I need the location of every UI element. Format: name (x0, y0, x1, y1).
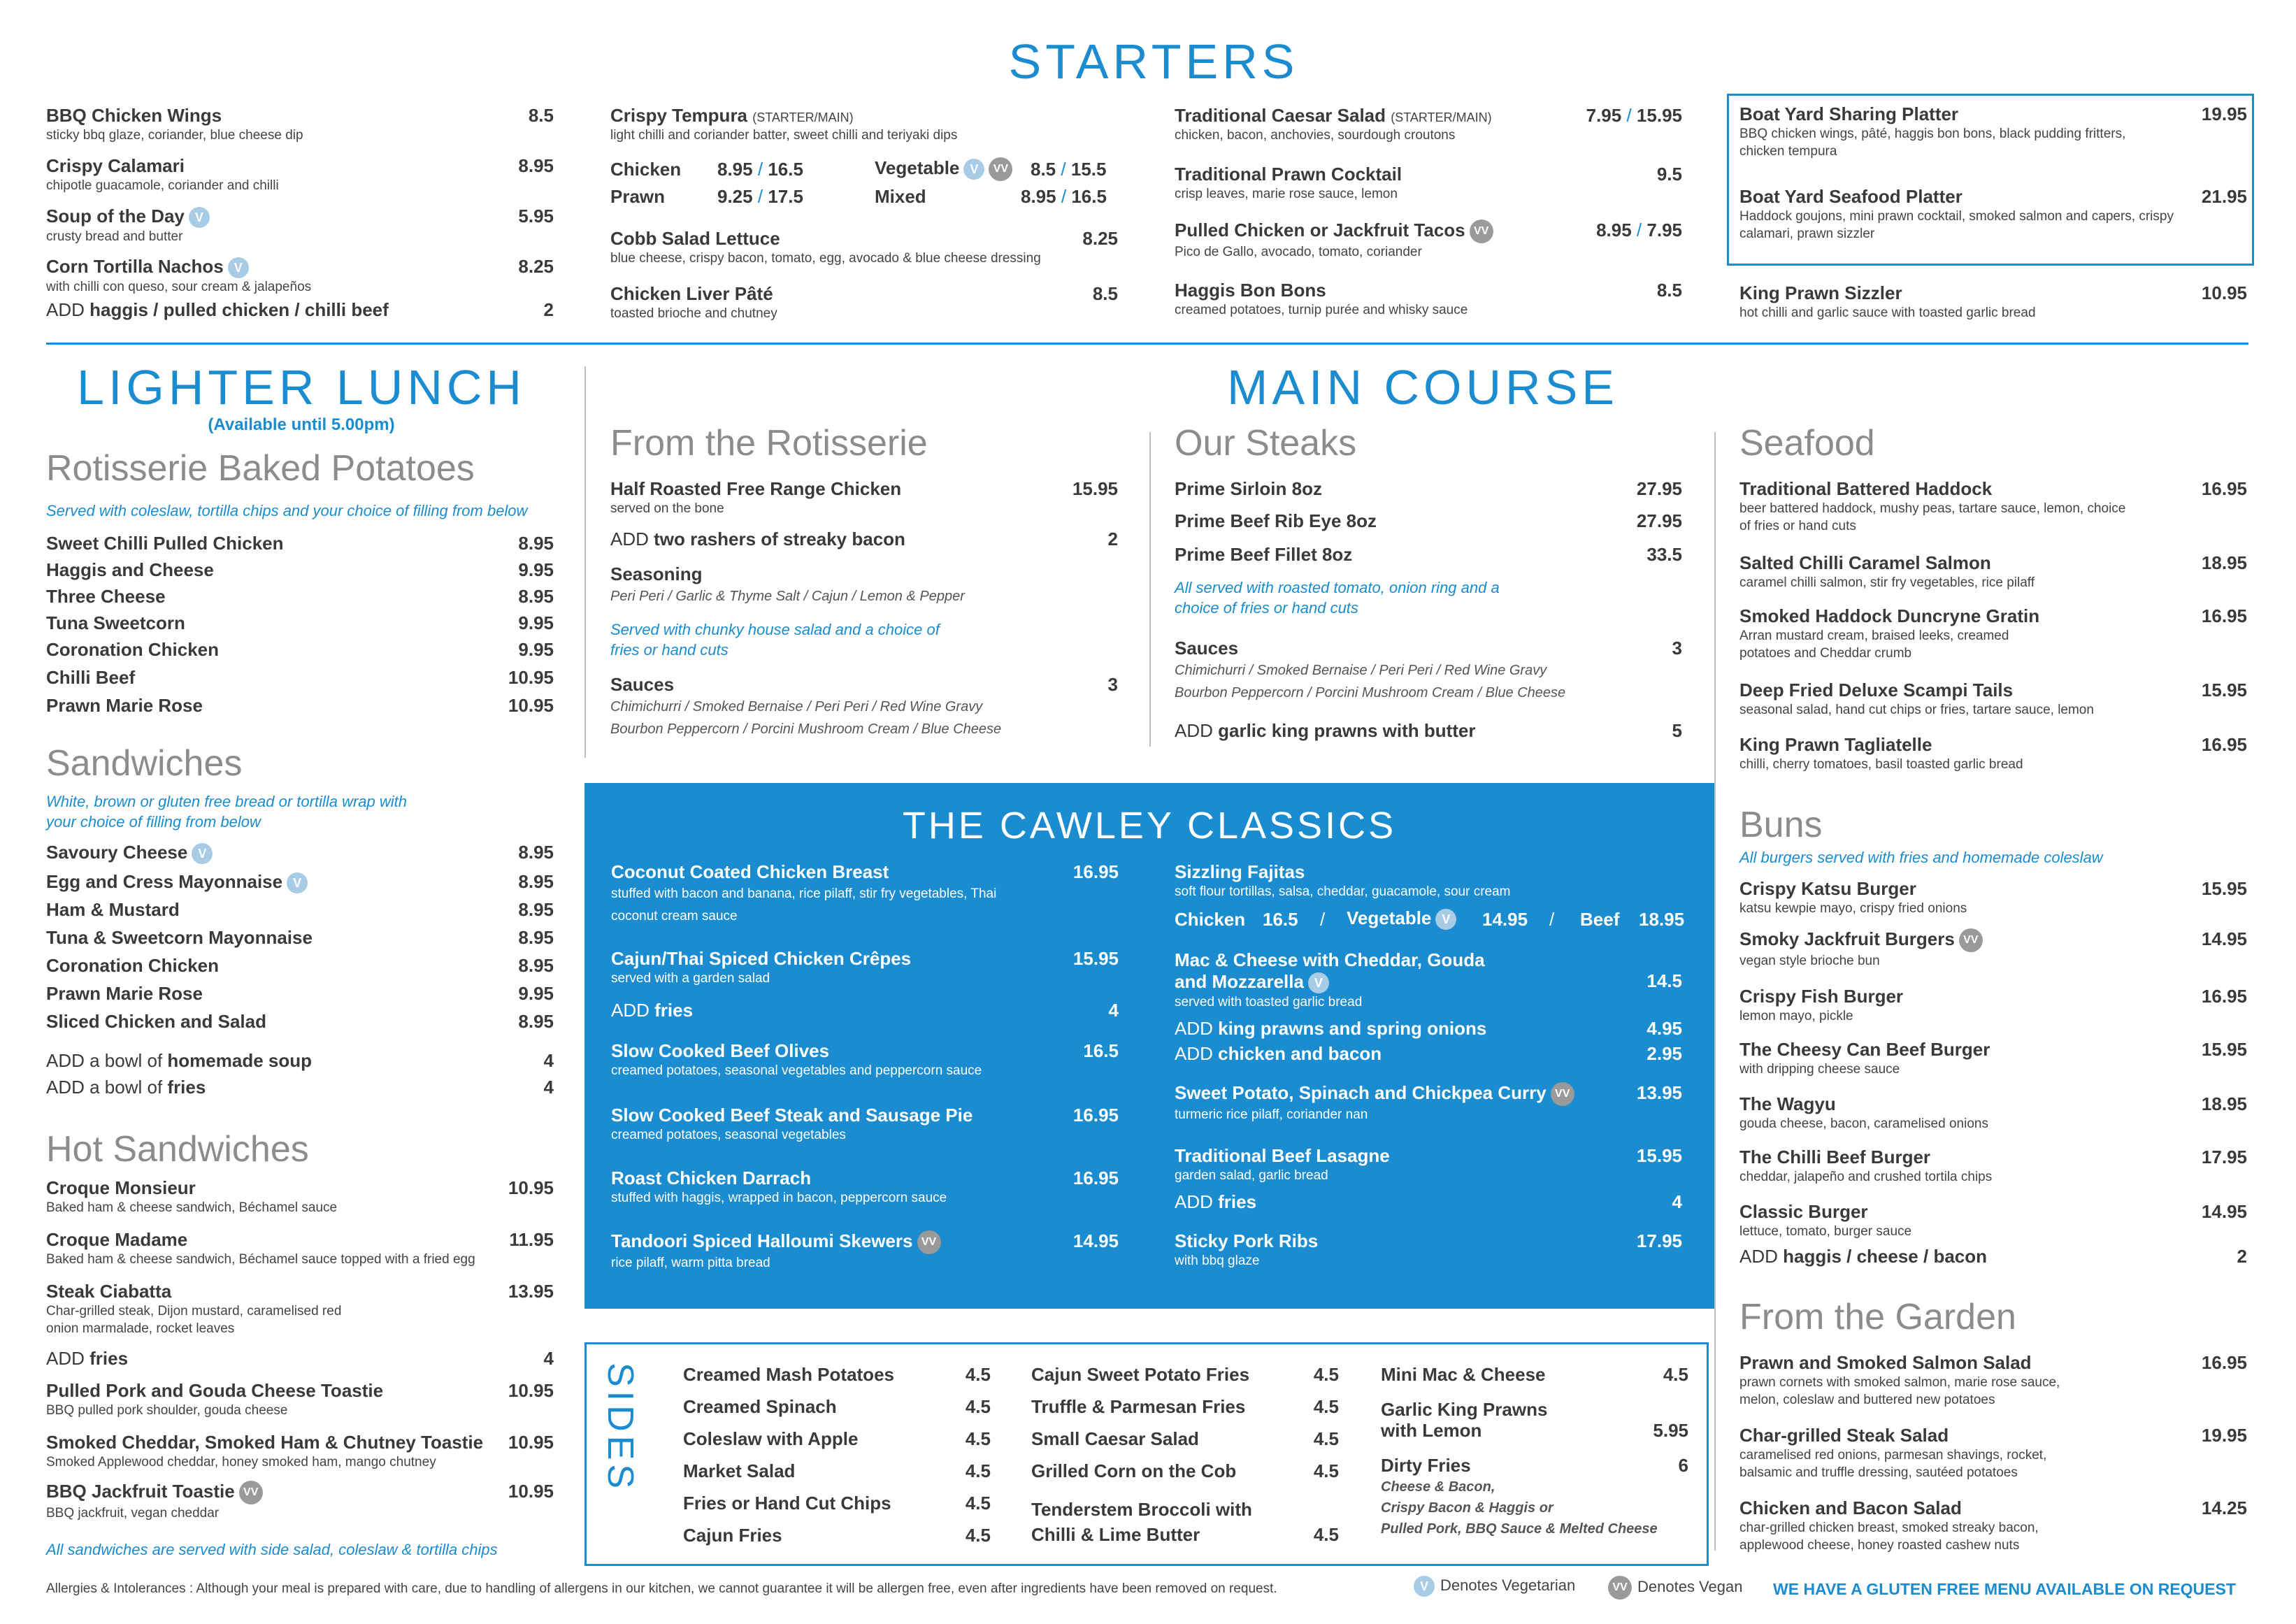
menu-item (46, 155, 554, 194)
list-item: Savoury Cheese V 8.95 (46, 842, 554, 864)
add-on: ADD fries 4 (611, 1000, 1119, 1021)
menu-item: Sizzling Fajitas soft flour tortillas, salsa, cheddar, guacamole, sour cream (1175, 861, 1511, 899)
menu-item: Char-grilled Steak Salad 19.95 caramelised red onions, parmesan shavings, rocket, balsamic and truffle dressing, sautéed potatoes (1739, 1425, 2247, 1480)
vegan-legend: VV Denotes Vegan (1608, 1576, 1742, 1600)
tempura-vegetable: Vegetable V VV (875, 157, 1012, 181)
tempura-mixed: Mixed (875, 186, 926, 207)
column-divider (1149, 432, 1151, 747)
vegan-icon: VV (1959, 928, 1983, 952)
menu-item: Crispy Tempura (STARTER/MAIN) light chilli and coriander batter, sweet chilli and teriyaki dips (610, 105, 958, 143)
starters-title: STARTERS (1008, 34, 1299, 89)
add-on: ADD king prawns and spring onions 4.95 (1175, 1018, 1682, 1039)
add-on: ADD haggis / cheese / bacon 2 (1739, 1246, 2247, 1267)
list-item: Tuna Sweetcorn 9.95 (46, 612, 554, 633)
section-note: Served with chunky house salad and a choice of fries or hand cuts (610, 621, 940, 659)
side-item: Cajun Fries 4.5 (683, 1525, 991, 1546)
list-item: Prawn Marie Rose 9.95 (46, 983, 554, 1004)
menu-item: Boat Yard Sharing Platter 19.95 BBQ chicken wings, pâté, haggis bon bons, black pudding fritters, chicken tempura (1739, 103, 2247, 159)
vegetarian-legend: V Denotes Vegetarian (1414, 1576, 1575, 1597)
menu-item: Crispy Katsu Burger 15.95 katsu kewpie mayo, crispy fried onions (1739, 878, 2247, 916)
section-note: All sandwiches are served with side salad, coleslaw & tortilla chips (46, 1541, 498, 1558)
section-note: White, brown or gluten free bread or tortilla wrap with your choice of filling from below (46, 793, 408, 831)
divider (46, 343, 2248, 345)
section-title: Seafood (1739, 423, 1875, 464)
list-item: Prawn Marie Rose 10.95 (46, 695, 554, 716)
side-item: Creamed Spinach 4.5 (683, 1396, 991, 1417)
list-item: Chilli Beef 10.95 (46, 667, 554, 688)
list-item: Prime Beef Fillet 8oz 33.5 (1175, 544, 1682, 565)
vegetarian-icon: V (287, 872, 308, 893)
menu-item: Smoked Cheddar, Smoked Ham & Chutney Toastie 10.95 Smoked Applewood cheddar, honey smoked ham, mango chutney (46, 1432, 554, 1469)
menu-item: Cajun/Thai Spiced Chicken Crêpes 15.95 served with a garden salad (611, 948, 1119, 986)
menu-item: Slow Cooked Beef Olives 16.5 creamed potatoes, seasonal vegetables and peppercorn sauce (611, 1040, 1119, 1078)
section-title: From the Rotisserie (610, 423, 928, 464)
item-desc: with chilli con queso, sour cream & jalapeños (46, 280, 312, 295)
menu-item: Prawn and Smoked Salmon Salad 16.95 prawn cornets with smoked salmon, marie rose sauce, melon, coleslaw and buttered new potatoes (1739, 1352, 2247, 1407)
menu-item: Haggis Bon Bons 8.5 creamed potatoes, turnip purée and whisky sauce (1175, 280, 1682, 317)
vegan-icon: VV (239, 1481, 263, 1504)
menu-item: Roast Chicken Darrach 16.95 stuffed with haggis, wrapped in bacon, peppercorn sauce (611, 1167, 1119, 1205)
menu-item: Coconut Coated Chicken Breast 16.95 stuffed with bacon and banana, rice pilaff, stir fry vegetables, Thai coconut cream sauce (611, 861, 1119, 924)
list-item: Egg and Cress Mayonnaise V 8.95 (46, 871, 554, 893)
menu-item: Classic Burger 14.95 lettuce, tomato, burger sauce (1739, 1201, 2247, 1239)
side-item: Garlic King Prawns with Lemon 5.95 (1381, 1399, 1688, 1441)
list-item: Prime Beef Rib Eye 8oz 27.95 (1175, 510, 1682, 531)
menu-item: Boat Yard Seafood Platter 21.95 Haddock goujons, mini prawn cocktail, smoked salmon and capers, crispy calamari, prawn sizzler (1739, 186, 2247, 241)
vegetarian-icon: V (963, 159, 984, 180)
menu-item: King Prawn Sizzler 10.95 hot chilli and garlic sauce with toasted garlic bread (1739, 282, 2247, 320)
sides-title: SIDES (600, 1363, 640, 1493)
menu-item: BBQ Jackfruit Toastie VV 10.95 BBQ jackfruit, vegan cheddar (46, 1481, 554, 1521)
lighter-lunch-availability: (Available until 5.00pm) (208, 415, 395, 434)
item-price: 8.25 (518, 256, 554, 277)
side-item: Small Caesar Salad 4.5 (1031, 1428, 1339, 1449)
menu-item: Slow Cooked Beef Steak and Sausage Pie 16.95 creamed potatoes, seasonal vegetables (611, 1105, 1119, 1142)
vegetarian-icon: V (192, 843, 213, 864)
menu-item: Half Roasted Free Range Chicken 15.95 served on the bone (610, 478, 1118, 516)
vegetarian-icon: V (189, 207, 210, 228)
menu-item: Crispy Fish Burger 16.95 lemon mayo, pickle (1739, 986, 2247, 1023)
item-desc: crusty bread and butter (46, 229, 183, 245)
menu-item: Traditional Caesar Salad (STARTER/MAIN) 7.95 / 15.95 chicken, bacon, anchovies, sourdough croutons (1175, 105, 1682, 143)
menu-item (46, 206, 554, 245)
allergy-notice: Allergies & Intolerances : Although your meal is prepared with care, due to handling of allergens in our kitchen, we cannot guarantee it will be allergen free, even after ingredients have been removed on request. (46, 1581, 1277, 1596)
list-item: Haggis and Cheese 9.95 (46, 559, 554, 580)
menu-item: Sauces 3 Chimichurri / Smoked Bernaise / Peri Peri / Red Wine Gravy Bourbon Peppercorn / Porcini Mushroom Cream / Blue Cheese (610, 674, 1118, 737)
add-on: ADD garlic king prawns with butter 5 (1175, 720, 1682, 741)
item-name: Corn Tortilla Nachos (46, 256, 224, 277)
add-on: ADD chicken and bacon 2.95 (1175, 1043, 1682, 1064)
menu-item: Traditional Beef Lasagne 15.95 garden salad, garlic bread (1175, 1145, 1682, 1183)
list-item: Sweet Chilli Pulled Chicken 8.95 (46, 533, 554, 554)
section-note: All burgers served with fries and homemade coleslaw (1739, 849, 2103, 866)
tempura-chicken: Chicken (610, 159, 682, 180)
menu-item: Deep Fried Deluxe Scampi Tails 15.95 seasonal salad, hand cut chips or fries, tartare sauce, lemon (1739, 680, 2247, 717)
gluten-free-notice: WE HAVE A GLUTEN FREE MENU AVAILABLE ON REQUEST (1773, 1580, 2236, 1598)
vegan-icon: VV (1608, 1576, 1632, 1600)
vegetarian-icon: V (228, 257, 249, 278)
menu-item: Pulled Chicken or Jackfruit Tacos VV 8.95 / 7.95 Pico de Gallo, avocado, tomato, coriander (1175, 220, 1682, 260)
vegetarian-icon: V (1308, 972, 1329, 993)
side-item: Cajun Sweet Potato Fries 4.5 (1031, 1364, 1339, 1385)
section-note: Served with coleslaw, tortilla chips and your choice of filling from below (46, 502, 528, 519)
list-item: Coronation Chicken 8.95 (46, 955, 554, 976)
menu-item: Smoked Haddock Duncryne Gratin 16.95 Arran mustard cream, braised leeks, creamed potatoes and Cheddar crumb (1739, 605, 2247, 661)
side-item: Fries or Hand Cut Chips 4.5 (683, 1493, 991, 1514)
column-divider (1714, 432, 1716, 1551)
list-item: Prime Sirloin 8oz 27.95 (1175, 478, 1682, 499)
side-item: Truffle & Parmesan Fries 4.5 (1031, 1396, 1339, 1417)
side-item: Creamed Mash Potatoes 4.5 (683, 1364, 991, 1385)
add-on: ADD two rashers of streaky bacon 2 (610, 529, 1118, 549)
side-item: Grilled Corn on the Cob 4.5 (1031, 1460, 1339, 1481)
menu-item: King Prawn Tagliatelle 16.95 chilli, cherry tomatoes, basil toasted garlic bread (1739, 734, 2247, 772)
item-price: 8.5 (528, 105, 554, 126)
section-title: Sandwiches (46, 743, 243, 784)
menu-item: Steak Ciabatta 13.95 Char-grilled steak, Dijon mustard, caramelised red onion marmalade, rocket leaves (46, 1281, 554, 1336)
add-on: ADD fries 4 (46, 1348, 554, 1369)
menu-item (46, 256, 554, 296)
lighter-lunch-title: LIGHTER LUNCH (77, 360, 526, 415)
section-title: Our Steaks (1175, 423, 1357, 464)
menu-item: Seasoning Peri Peri / Garlic & Thyme Salt / Cajun / Lemon & Pepper (610, 563, 965, 604)
section-title: Buns (1739, 805, 1823, 845)
menu-item: Pulled Pork and Gouda Cheese Toastie 10.95 BBQ pulled pork shoulder, gouda cheese (46, 1380, 554, 1418)
section-title: Hot Sandwiches (46, 1129, 309, 1170)
list-item: Sliced Chicken and Salad 8.95 (46, 1011, 554, 1032)
menu-item: Tandoori Spiced Halloumi Skewers VV 14.95 rice pilaff, warm pitta bread (611, 1230, 1119, 1271)
menu-item: Mac & Cheese with Cheddar, Gouda and Mozzarella V 14.5 served with toasted garlic bread (1175, 949, 1682, 1010)
tempura-prawn: Prawn (610, 186, 666, 207)
section-note: All served with roasted tomato, onion ring and a choice of fries or hand cuts (1175, 579, 1500, 617)
menu-item: Traditional Prawn Cocktail 9.5 crisp leaves, marie rose sauce, lemon (1175, 164, 1682, 201)
main-course-title: MAIN COURSE (1227, 360, 1619, 415)
side-item: Coleslaw with Apple 4.5 (683, 1428, 991, 1449)
list-item: Coronation Chicken 9.95 (46, 639, 554, 660)
side-item: Tenderstem Broccoli with Chilli & Lime Butter 4.5 (1031, 1499, 1339, 1545)
menu-item: Sticky Pork Ribs 17.95 with bbq glaze (1175, 1230, 1682, 1268)
item-price: 5.95 (518, 206, 554, 227)
menu-item: The Chilli Beef Burger 17.95 cheddar, jalapeño and crushed tortila chips (1739, 1147, 2247, 1184)
menu-item: Sauces 3 Chimichurri / Smoked Bernaise / Peri Peri / Red Wine Gravy Bourbon Peppercorn / Porcini Mushroom Cream / Blue Cheese (1175, 638, 1682, 700)
classics-title: THE CAWLEY CLASSICS (902, 805, 1397, 847)
list-item: Tuna & Sweetcorn Mayonnaise 8.95 (46, 927, 554, 948)
sides-panel (584, 1342, 1709, 1566)
item-price: 8.95 (518, 155, 554, 176)
list-item: Three Cheese 8.95 (46, 586, 554, 607)
vegetarian-icon: V (1435, 909, 1456, 930)
menu-item: Cobb Salad Lettuce 8.25 blue cheese, crispy bacon, tomato, egg, avocado & blue cheese dressing (610, 228, 1118, 266)
column-divider (584, 366, 586, 758)
menu-item: The Cheesy Can Beef Burger 15.95 with dripping cheese sauce (1739, 1039, 2247, 1077)
menu-item: Sweet Potato, Spinach and Chickpea Curry VV 13.95 turmeric rice pilaff, coriander nan (1175, 1082, 1682, 1123)
item-name: BBQ Chicken Wings (46, 105, 222, 126)
add-on: ADD a bowl of fries 4 (46, 1077, 554, 1098)
list-item: Ham & Mustard 8.95 (46, 899, 554, 920)
vegetarian-icon: V (1414, 1576, 1435, 1597)
item-desc: sticky bbq glaze, coriander, blue cheese dip (46, 128, 303, 143)
vegan-icon: VV (1470, 220, 1493, 243)
menu-item: Croque Madame 11.95 Baked ham & cheese sandwich, Béchamel sauce topped with a fried egg (46, 1229, 554, 1267)
menu-item: Chicken Liver Pâté 8.5 toasted brioche and chutney (610, 283, 1118, 321)
vegan-icon: VV (1551, 1082, 1574, 1106)
item-name: Soup of the Day (46, 206, 185, 227)
add-on: ADD fries 4 (1175, 1191, 1682, 1212)
menu-item: Salted Chilli Caramel Salmon 18.95 caramel chilli salmon, stir fry vegetables, rice pilaff (1739, 552, 2247, 590)
item-desc: chipotle guacamole, coriander and chilli (46, 178, 279, 193)
cawley-classics-panel: THE CAWLEY CLASSICS Coconut Coated Chicken Breast 16.95 stuffed with bacon and banana, rice pilaff, stir fry vegetables, Thai coconut cream sauce Cajun/Thai Spiced Chicken Crêpes 15.95 served with a garden salad ADD fries 4 Slow Cooked Beef Olives 16.5 creamed potatoes, seasonal vegetables and peppercorn sauce Slow Cooked Beef Steak and Sausage Pie 16.95 creamed potatoes, seasonal vegetables Roast Chicken Darrach 16.95 stuffed with haggis, wrapped in bacon, peppercorn sauce Tandoori Spiced Halloumi Skewers VV 14.95 rice pilaff, warm pitta bread Sizzling Fajitas soft flour tortillas, salsa, cheddar, guacamole, sour cream Chicken 16.5 / Vegetable V 14.95 / Beef 18.95 Mac & Cheese with Cheddar, Gouda and Mozzarella V 14.5 served with toasted garlic bread ADD king prawns and spring onions 4.95 ADD chicken and bacon 2.95 Sweet Potato, Spinach and Chickpea Curry VV 13.95 turmeric rice pilaff, coriander nan Traditional Beef Lasagne 15.95 garden salad, garlic bread ADD fries 4 Sticky Pork Ribs 17.95 with bbq glaze (584, 783, 1714, 1309)
side-item: Market Salad 4.5 (683, 1460, 991, 1481)
vegan-icon: VV (917, 1230, 941, 1254)
menu-item: The Wagyu 18.95 gouda cheese, bacon, caramelised onions (1739, 1093, 2247, 1131)
section-title: From the Garden (1739, 1297, 2016, 1337)
menu-item: Croque Monsieur 10.95 Baked ham & cheese sandwich, Béchamel sauce (46, 1177, 554, 1215)
section-title: Rotisserie Baked Potatoes (46, 448, 475, 489)
add-on: ADD haggis / pulled chicken / chilli beef 2 (46, 299, 554, 320)
menu-item: Smoky Jackfruit Burgers VV 14.95 vegan style brioche bun (1739, 928, 2247, 969)
add-on: ADD a bowl of homemade soup 4 (46, 1050, 554, 1071)
menu-item (46, 105, 554, 144)
vegan-icon: VV (989, 157, 1012, 181)
menu-item: Traditional Battered Haddock 16.95 beer battered haddock, mushy peas, tartare sauce, lemon, choice of fries or hand cuts (1739, 478, 2247, 533)
side-item: Mini Mac & Cheese 4.5 (1381, 1364, 1688, 1385)
menu-item: Chicken and Bacon Salad 14.25 char-grilled chicken breast, smoked streaky bacon, applewood cheese, honey roasted cashew nuts (1739, 1497, 2247, 1553)
side-item: Dirty Fries 6 Cheese & Bacon, Crispy Bacon & Haggis or Pulled Pork, BBQ Sauce & Melted Cheese (1381, 1455, 1688, 1537)
item-name: Crispy Calamari (46, 155, 185, 176)
